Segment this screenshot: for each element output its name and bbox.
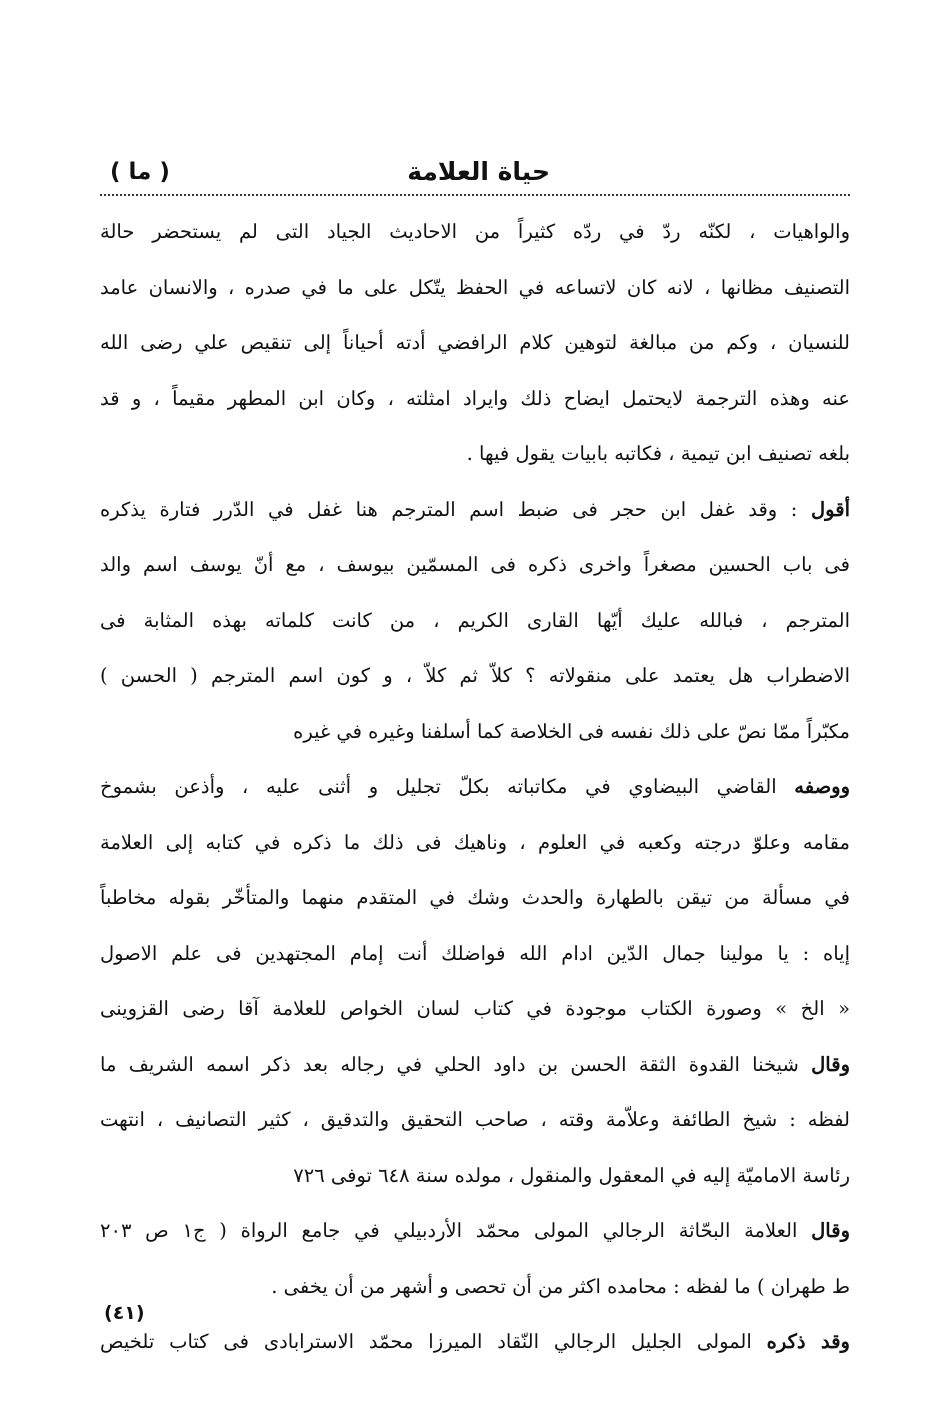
text-line-11: ووصفه القاضي البيضاوي في مكاتباته بكلّ تجليل و أثنى عليه ، وأذعن بشموخ <box>100 775 850 798</box>
text-line-14: إياه : يا مولينا جمال الدّين ادام الله فواضلك أنت إمام المجتهدين فى علم الاصول <box>100 941 850 965</box>
text-line-5: بلغه تصنيف ابن تيمية ، فكاتبه بابيات يقول فيها . <box>466 442 850 465</box>
text-line-19: وقال العلامة البحّاثة الرجالي المولى محمّد الأردبيلي في جامع الرواة ( ج١ ص ٢٠٣ <box>100 1219 850 1242</box>
text-line-4: عنه وهذه الترجمة لايحتمل ايضاح ذلك وايراد امثلته ، وكان ابن المطهر مقيماً ، و قد <box>100 386 850 410</box>
running-title: حياة العلامة <box>407 157 550 186</box>
page-number: (٤١) <box>104 1302 145 1324</box>
text-line-13: في مسألة من تيقن بالطهارة والحدث وشك في المتقدم منهما والمتأخّر بقوله مخاطباً <box>100 886 850 909</box>
text-line-18: رئاسة الاماميّة إليه في المعقول والمنقول ، مولده سنة ٦٤٨ توفى ٧٢٦ <box>293 1163 850 1187</box>
text-line-12: مقامه وعلوّ درجته وكعبه في العلوم ، وناهيك فى ذلك ما ذكره في كتابه إلى العلامة <box>100 830 850 854</box>
text-line-7: فى باب الحسين مصغراً واخرى ذكره فى المسمّين بيوسف ، مع أنّ يوسف اسم والد <box>100 553 850 576</box>
text-line-15: « الخ » وصورة الكتاب موجودة في كتاب لسان الخواص للعلامة آقا رضى القزوينى <box>100 997 850 1020</box>
running-header <box>100 152 850 192</box>
text-line-3: للنسيان ، وكم من مبالغة لتوهين كلام الرافضي أدته أحياناً إلى تنقيص علي رضى الله <box>100 331 850 354</box>
text-line-9: الاضطراب هل يعتمد على منقولاته ؟ كلاّ ثم كلاّ ، و كون اسم المترجم ( الحسن ) <box>100 664 850 687</box>
text-line-17: لفظه : شيخ الطائفة وعلاّمة وقته ، صاحب التحقيق والتدقيق ، كثير التصانيف ، انتهت <box>100 1108 850 1131</box>
text-line-20: ط طهران ) ما لفظه : محامده اكثر من أن تحصى و أشهر من أن يخفى . <box>271 1274 850 1298</box>
header-divider <box>100 194 850 196</box>
text-line-8: المترجم ، فبالله عليك أيّها القارى الكريم ، من كانت كلماته بهذه المثابة فى <box>100 608 850 632</box>
text-line-1: والواهيات ، لكنّه ردّ في ردّه كثيراً من الاحاديث الجياد التى لم يستحضر حالة <box>100 220 850 243</box>
text-line-6: أقول : وقد غفل ابن حجر فى ضبط اسم المترجم هنا غفل في الدّرر فتارة يذكره <box>100 497 850 521</box>
text-line-16: وقال شيخنا القدوة الثقة الحسن بن داود الحلي في رجاله بعد ذكر اسمه الشريف ما <box>100 1052 850 1076</box>
text-line-2: التصنيف مظانها ، لانه كان لاتساعه في الحفظ يتّكل على ما في صدره ، والانسان عامد <box>100 275 850 299</box>
text-line-10: مكبّراً ممّا نصّ على ذلك نفسه فى الخلاصة كما أسلفنا وغيره في غيره <box>293 719 850 743</box>
text-line-21: وقد ذكره المولى الجليل الرجالي النّقاد الميرزا محمّد الاسترابادى فى كتاب تلخيص <box>100 1330 850 1353</box>
header-page-label: ( ما ) <box>110 159 170 185</box>
body-text <box>100 204 850 1370</box>
